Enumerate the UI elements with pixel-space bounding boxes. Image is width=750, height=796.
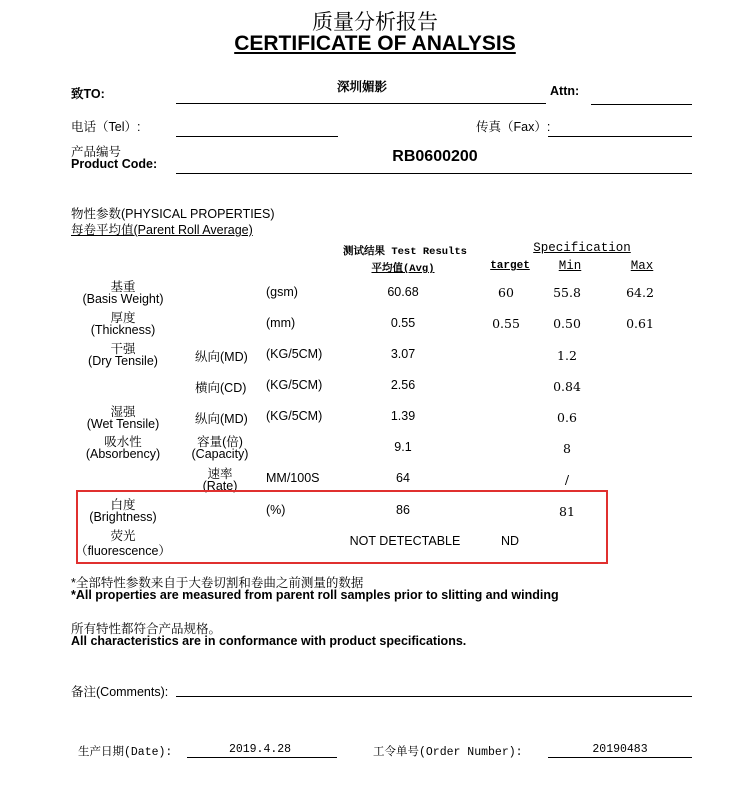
note2-en: All characteristics are in conformance with product specifications. <box>71 634 467 648</box>
header-min: Min <box>558 259 582 273</box>
tel-field-line <box>176 136 338 137</box>
row-avg: NOT DETECTABLE <box>349 534 461 548</box>
row-min: 8 <box>563 441 571 456</box>
row-name-cn: 干强 <box>110 342 136 356</box>
row-direction: 横向(CD) <box>195 381 247 395</box>
row-unit: (gsm) <box>266 285 298 299</box>
attn-label: Attn: <box>550 84 580 98</box>
row-name-en: (Basis Weight) <box>82 292 164 306</box>
row-max: 0.61 <box>626 316 654 331</box>
row-avg: 60.68 <box>387 285 419 299</box>
row-name-cn: 基重 <box>110 280 136 294</box>
row-name-cn: 荧光 <box>110 529 136 543</box>
date-line <box>187 757 337 758</box>
date-value: 2019.4.28 <box>228 743 292 756</box>
note1-cn: *全部特性参数来自于大卷切割和卷曲之前测量的数据 <box>71 576 364 590</box>
row-avg: 64 <box>396 471 410 485</box>
header-max: Max <box>630 259 654 273</box>
row-unit: (%) <box>266 503 286 517</box>
to-field-line <box>176 103 546 104</box>
row-min: 81 <box>559 504 575 519</box>
row-avg: 9.1 <box>394 440 412 454</box>
row-avg: 1.39 <box>390 409 416 423</box>
row-avg: 86 <box>396 503 410 517</box>
row-unit: (KG/5CM) <box>266 378 323 392</box>
row-avg: 3.07 <box>390 347 416 361</box>
row-name-en: (Thickness) <box>90 323 156 337</box>
fax-field-line <box>548 136 692 137</box>
row-name-cn: 白度 <box>110 498 136 512</box>
row-unit: (KG/5CM) <box>266 347 323 361</box>
header-avg: 平均值(Avg) <box>371 263 435 275</box>
row-name-en: (Dry Tensile) <box>88 354 158 368</box>
row-direction-cn: 速率 <box>207 467 233 481</box>
title-en <box>0 32 750 56</box>
row-name-en: (Absorbency) <box>85 447 161 461</box>
header-target: target <box>490 260 530 272</box>
row-min: / <box>564 472 570 487</box>
row-min: 1.2 <box>557 348 577 363</box>
order-label: 工令单号(Order Number): <box>373 746 523 759</box>
section-title: 物性参数(PHYSICAL PROPERTIES) <box>71 207 275 221</box>
row-name-cn: 厚度 <box>110 311 136 325</box>
tel-label: 电话（Tel）: <box>71 120 141 134</box>
header-test-results: 测试结果 Test Results <box>343 246 467 258</box>
row-name-cn: 湿强 <box>110 405 136 419</box>
row-name-en: （fluorescence） <box>75 544 171 558</box>
row-name-en: (Brightness) <box>89 510 157 524</box>
row-direction: 纵向(MD) <box>195 350 248 364</box>
order-line <box>548 757 692 758</box>
product-code-label-cn: 产品编号 <box>71 145 122 159</box>
row-name-en: (Wet Tensile) <box>86 417 160 431</box>
row-direction: 纵向(MD) <box>195 412 248 426</box>
to-label: 致TO: <box>71 87 105 101</box>
comments-label: 备注(Comments): <box>71 685 169 699</box>
row-avg: 0.55 <box>390 316 416 330</box>
to-value: 深圳媚影 <box>336 80 387 94</box>
row-target: 0.55 <box>492 316 520 331</box>
product-code-value: RB0600200 <box>392 148 478 165</box>
note2-cn: 所有特性都符合产品规格。 <box>71 622 222 636</box>
title-en-text: CERTIFICATE OF ANALYSIS <box>234 32 516 55</box>
order-value: 20190483 <box>592 743 648 756</box>
product-code-label-en: Product Code: <box>71 157 158 171</box>
row-min: 55.8 <box>553 285 581 300</box>
row-target: 60 <box>498 285 514 300</box>
row-unit: (KG/5CM) <box>266 409 323 423</box>
product-code-line <box>176 173 692 174</box>
row-min: 0.6 <box>557 410 577 425</box>
fax-label: 传真（Fax）: <box>476 120 551 134</box>
comments-line <box>176 696 692 697</box>
header-specification: Specification <box>533 241 631 255</box>
row-unit: (mm) <box>266 316 296 330</box>
row-min: 0.84 <box>553 379 581 394</box>
row-max: 64.2 <box>626 285 654 300</box>
row-avg: 2.56 <box>390 378 416 392</box>
note1-en: *All properties are measured from parent roll samples prior to slitting and winding <box>71 588 559 602</box>
attn-field-line <box>591 104 692 105</box>
title-cn: 质量分析报告 <box>312 11 438 34</box>
row-name-cn: 吸水性 <box>104 435 142 449</box>
row-unit: MM/100S <box>266 471 320 485</box>
row-direction-cn: 容量(倍) <box>197 435 243 449</box>
row-direction-en: (Rate) <box>202 479 238 493</box>
row-target: ND <box>500 534 520 548</box>
section-subtitle: 每卷平均值(Parent Roll Average) <box>71 223 253 237</box>
row-min: 0.50 <box>553 316 581 331</box>
date-label: 生产日期(Date): <box>78 746 173 759</box>
row-direction-en: (Capacity) <box>191 447 249 461</box>
